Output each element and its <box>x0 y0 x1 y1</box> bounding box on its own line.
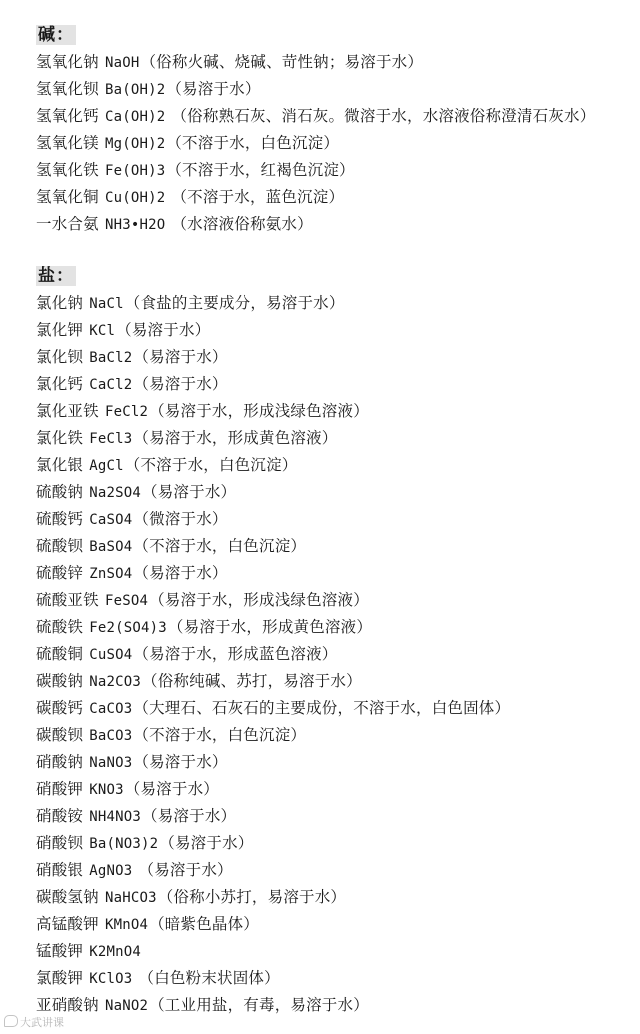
list-item: 高锰酸钾 KMnO4（暗紫色晶体） <box>36 915 260 933</box>
list-item: 碳酸钡 BaCO3（不溶于水，白色沉淀） <box>36 726 307 744</box>
list-item: 氯化钙 CaCl2（易溶于水） <box>36 375 228 393</box>
list-item: 氢氧化钠 NaOH（俗称火碱、烧碱、苛性钠；易溶于水） <box>36 53 424 71</box>
list-item: 硫酸钠 Na2SO4（易溶于水） <box>36 483 237 501</box>
list-item: 硝酸银 AgNO3 （易溶于水） <box>36 861 233 879</box>
section-heading-salts: 盐： <box>38 266 74 286</box>
list-item: 硫酸铁 Fe2(SO4)3（易溶于水，形成黄色溶液） <box>36 618 373 636</box>
section-spacer <box>36 238 636 263</box>
list-item: 氯化亚铁 FeCl2（易溶于水，形成浅绿色溶液） <box>36 402 369 420</box>
list-item: 氯化钡 BaCl2（易溶于水） <box>36 348 228 366</box>
list-item: 硝酸钡 Ba(NO3)2（易溶于水） <box>36 834 254 852</box>
list-item: 氢氧化钡 Ba(OH)2（易溶于水） <box>36 80 261 98</box>
watermark-text: 大武讲课 <box>20 1016 64 1029</box>
list-item: 氯化钾 KCl（易溶于水） <box>36 321 211 339</box>
section-salts <box>36 263 636 1019</box>
list-item: 硫酸钡 BaSO4（不溶于水，白色沉淀） <box>36 537 307 555</box>
list-item: 硫酸钙 CaSO4（微溶于水） <box>36 510 228 528</box>
list-item: 氢氧化钙 Ca(OH)2 （俗称熟石灰、消石灰。微溶于水，水溶液俗称澄清石灰水） <box>36 107 596 125</box>
list-item: 硫酸锌 ZnSO4（易溶于水） <box>36 564 228 582</box>
chat-bubble-icon <box>4 1015 18 1027</box>
list-item: 硫酸铜 CuSO4（易溶于水，形成蓝色溶液） <box>36 645 338 663</box>
section-bases <box>36 22 636 238</box>
list-item: 碳酸钠 Na2CO3（俗称纯碱、苏打，易溶于水） <box>36 672 362 690</box>
list-item: 亚硝酸钠 NaNO2（工业用盐，有毒，易溶于水） <box>36 996 369 1014</box>
list-item: 锰酸钾 K2MnO4 <box>36 942 142 960</box>
list-item: 硝酸铵 NH4NO3（易溶于水） <box>36 807 237 825</box>
list-item: 氯化铁 FeCl3（易溶于水，形成黄色溶液） <box>36 429 338 447</box>
list-item: 氯化银 AgCl（不溶于水，白色沉淀） <box>36 456 298 474</box>
list-item: 硝酸钾 KNO3（易溶于水） <box>36 780 219 798</box>
watermark <box>4 1014 64 1030</box>
list-item: 氯化钠 NaCl（食盐的主要成分，易溶于水） <box>36 294 345 312</box>
list-item: 碳酸钙 CaCO3（大理石、石灰石的主要成份，不溶于水，白色固体） <box>36 699 511 717</box>
list-item: 氢氧化铁 Fe(OH)3（不溶于水，红褐色沉淀） <box>36 161 355 179</box>
document-body <box>36 22 636 1019</box>
list-item: 碳酸氢钠 NaHCO3（俗称小苏打，易溶于水） <box>36 888 347 906</box>
list-item: 氢氧化铜 Cu(OH)2 （不溶于水，蓝色沉淀） <box>36 188 345 206</box>
list-item: 氢氧化镁 Mg(OH)2（不溶于水，白色沉淀） <box>36 134 340 152</box>
list-item: 一水合氨 NH3•H2O （水溶液俗称氨水） <box>36 215 313 233</box>
list-item: 硝酸钠 NaNO3（易溶于水） <box>36 753 228 771</box>
list-item: 氯酸钾 KClO3 （白色粉末状固体） <box>36 969 280 987</box>
section-heading-bases: 碱： <box>38 25 74 45</box>
list-item: 硫酸亚铁 FeSO4（易溶于水，形成浅绿色溶液） <box>36 591 369 609</box>
